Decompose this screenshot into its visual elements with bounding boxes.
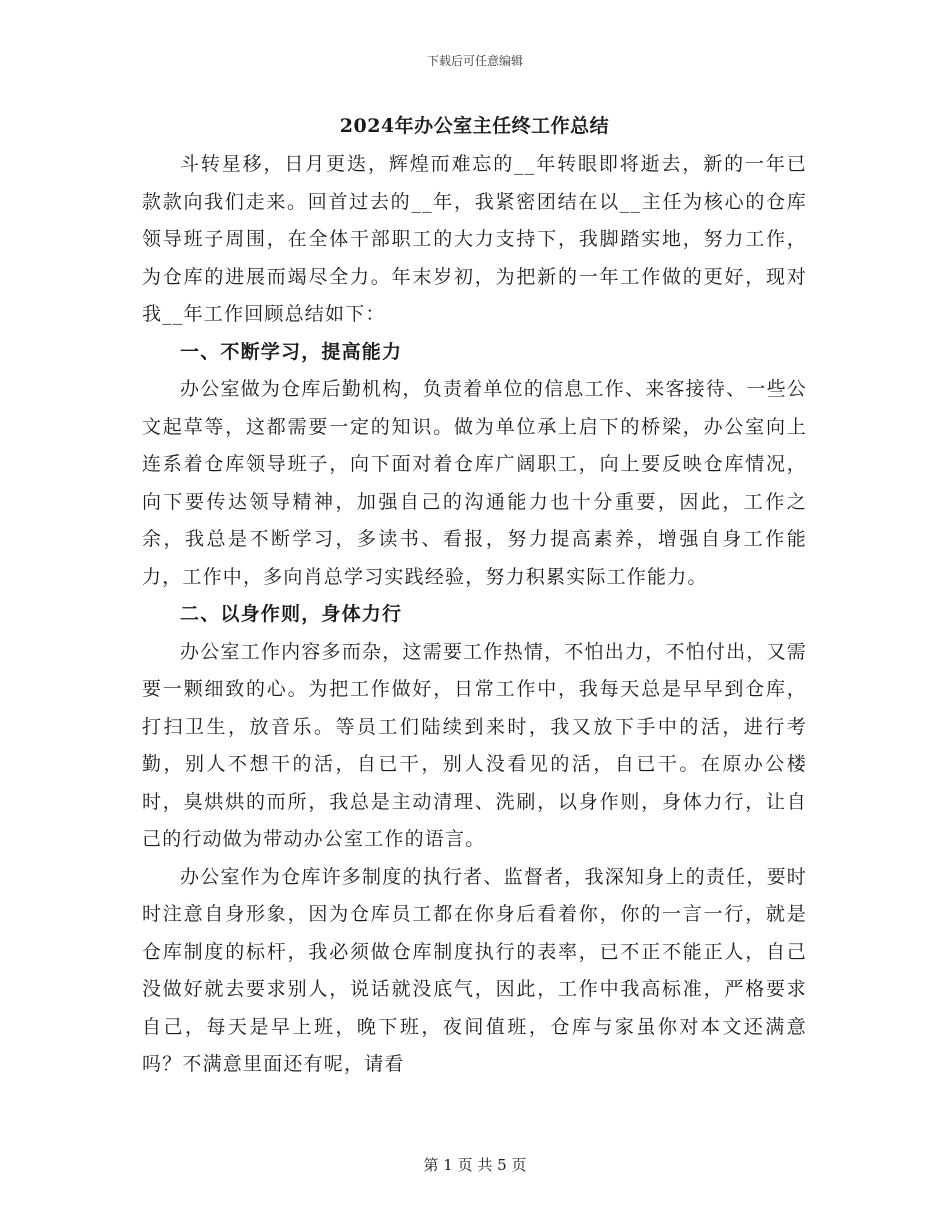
section-2-paragraph-1: 办公室工作内容多而杂，这需要工作热情，不怕出力，不怕付出，又需要一颗细致的心。为把工作做好，日常工作中，我每天总是早早到仓库，打扫卫生，放音乐。等员工们陆续到来时，我又放下手中的活，进行考勤，别人不想干的活，自已干，别人没看见的活，自已干。在原办公楼时，臭烘烘的而所，我总是主动清理、洗刷，以身作则，身体力行，让自己的行动做为带动办公室工作的语言。: [142, 640, 807, 850]
section-2-paragraph-2: 办公室作为仓库许多制度的执行者、监督者，我深知身上的责任，要时时注意自身形象，因为仓库员工都在你身后看着你，你的一言一行，就是仓库制度的标杆，我必须做仓库制度执行的表率，已不正不能正人，自己没做好就去要求别人，说话就没底气，因此，工作中我高标准，严格要求自己，每天是早上班，晚下班，夜间值班，仓库与家虽你对本文还满意吗？不满意里面还有呢，请看: [142, 865, 807, 1075]
section-heading-2: 二、以身作则，身体力行: [180, 603, 403, 625]
document-body: [142, 110, 807, 1084]
section-1-paragraph-1: 办公室做为仓库后勤机构，负责着单位的信息工作、来客接待、一些公文起草等，这都需要一定的知识。做为单位承上启下的桥梁，办公室向上连系着仓库领导班子，向下面对着仓库广阔职工，向上要反映仓库情况，向下要传达领导精神，加强自己的沟通能力也十分重要，因此，工作之余，我总是不断学习，多读书、看报，努力提高素养，增强自身工作能力，工作中，多向肖总学习实践经验，努力积累实际工作能力。: [142, 378, 807, 588]
page-header-note: 下载后可任意编辑: [426, 54, 523, 68]
page-number: 第 1 页 共 5 页: [423, 1156, 527, 1174]
section-heading-1: 一、不断学习，提高能力: [180, 340, 403, 363]
document-title: 2024年办公室主任终工作总结: [339, 115, 610, 137]
intro-paragraph: 斗转星移，日月更迭，辉煌而难忘的__年转眼即将逝去，新的一年已款款向我们走来。回首过去的__年，我紧密团结在以__主任为核心的仓库领导班子周围，在全体干部职工的大力支持下，我脚踏实地，努力工作，为仓库的进展而竭尽全力。年末岁初，为把新的一年工作做的更好，现对我__年工作回顾总结如下：: [142, 153, 807, 325]
